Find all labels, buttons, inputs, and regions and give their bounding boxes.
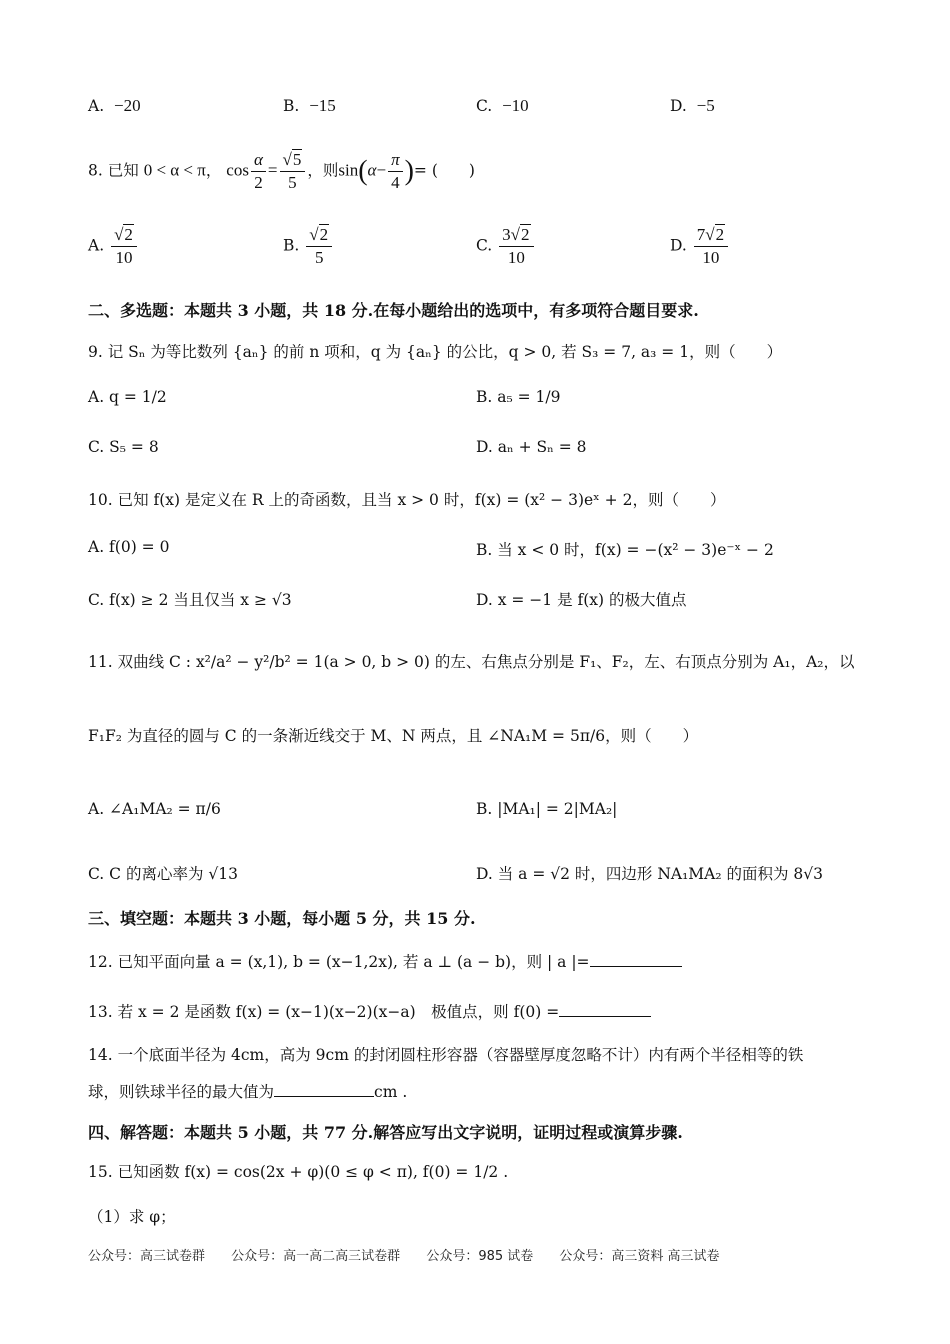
q10-option-a: A. f(0) = 0 — [88, 538, 170, 556]
section-heading-fill-in: 三、填空题：本题共 3 小题，每小题 5 分，共 15 分. — [88, 909, 476, 928]
footer-item: 公众号：985 试卷 — [426, 1249, 534, 1264]
q8-option-b: B. $\frac{√2}{5}$ — [283, 225, 334, 268]
q11-option-b: B. |MA₁| = 2|MA₂| — [476, 800, 618, 818]
q9-option-c: C. S₅ = 8 — [88, 438, 159, 456]
q9-option-b: B. a₅ = 1/9 — [476, 388, 561, 406]
q14-stem-line2: 球，则铁球半径的最大值为 cm . — [88, 1080, 407, 1102]
q10-option-d: D. x = −1 是 f(x) 的极大值点 — [476, 591, 687, 609]
q11-option-a: A. ∠A₁MA₂ = π/6 — [88, 800, 221, 818]
q11-stem-line1: 11. 双曲线 C : x²/a² − y²/b² = 1(a > 0, b > 0) 的左、右焦点分别是 F₁、F₂，左、右顶点分别为 A₁，A₂，以 — [88, 653, 855, 671]
q8-stem: 8. 已知 0 < α < π， cos $\frac{\alpha}{2}$ = $\frac{√5}{5}$ ，则sin(α− $\frac{\pi}{4}$ )= ( ) — [88, 150, 475, 192]
q10-option-b: B. 当 x < 0 时，f(x) = −(x² − 3)e⁻ˣ − 2 — [476, 541, 774, 559]
q8-option-c: C. $\frac{3√2}{10}$ — [476, 225, 536, 268]
q7-option-d: D. −5 — [670, 96, 715, 115]
q7-option-c: C. −10 — [476, 96, 529, 115]
footer-item: 公众号：高三试卷群 — [88, 1249, 206, 1264]
section-heading-solutions: 四、解答题：本题共 5 小题，共 77 分.解答应写出文字说明，证明过程或演算步骤. — [88, 1123, 683, 1142]
q12-answer-blank[interactable] — [590, 950, 682, 967]
q8-option-d: D. $\frac{7√2}{10}$ — [670, 225, 730, 268]
q9-option-a: A. q = 1/2 — [88, 388, 167, 406]
footer-item: 公众号：高一高二高三试卷群 — [231, 1249, 401, 1264]
q7-option-a: A. −20 — [88, 96, 141, 115]
q10-option-c: C. f(x) ≥ 2 当且仅当 x ≥ √3 — [88, 591, 292, 609]
q15-stem: 15. 已知函数 f(x) = cos(2x + φ)(0 ≤ φ < π), f(0) = 1/2 . — [88, 1163, 509, 1181]
q14-answer-blank[interactable] — [274, 1080, 374, 1097]
q11-stem-line2: F₁F₂ 为直径的圆与 C 的一条渐近线交于 M、N 两点，且 ∠NA₁M = 5π/6，则（ ） — [88, 727, 699, 745]
q15-subquestion-1: （1）求 φ； — [88, 1208, 176, 1226]
q8-option-a: A. $\frac{√2}{10}$ — [88, 225, 139, 268]
q7-option-b: B. −15 — [283, 96, 336, 115]
q11-option-d: D. 当 a = √2 时，四边形 NA₁MA₂ 的面积为 8√3 — [476, 865, 824, 883]
q11-option-c: C. C 的离心率为 √13 — [88, 865, 238, 883]
q10-stem: 10. 已知 f(x) 是定义在 R 上的奇函数，且当 x > 0 时，f(x) = (x² − 3)eˣ + 2，则（ ） — [88, 491, 726, 509]
section-heading-multiple-choice: 二、多选题：本题共 3 小题，共 18 分.在每小题给出的选项中，有多项符合题目要求. — [88, 301, 699, 320]
q13-stem: 13. 若 x = 2 是函数 f(x) = (x−1)(x−2)(x−a) 极值点，则 f(0) = — [88, 1000, 651, 1022]
q13-answer-blank[interactable] — [559, 1000, 651, 1017]
footer-item: 公众号：高三资料 高三试卷 — [559, 1249, 720, 1264]
page-footer — [88, 1245, 742, 1264]
q12-stem: 12. 已知平面向量 a = (x,1), b = (x−1,2x), 若 a ⊥ (a − b)，则 | a |= — [88, 950, 682, 972]
q9-stem: 9. 记 Sₙ 为等比数列 {aₙ} 的前 n 项和，q 为 {aₙ} 的公比，q > 0, 若 S₃ = 7, a₃ = 1，则（ ） — [88, 343, 783, 361]
q14-stem-line1: 14. 一个底面半径为 4cm，高为 9cm 的封闭圆柱形容器（容器壁厚度忽略不计）内有两个半径相等的铁 — [88, 1046, 804, 1064]
q9-option-d: D. aₙ + Sₙ = 8 — [476, 438, 587, 456]
